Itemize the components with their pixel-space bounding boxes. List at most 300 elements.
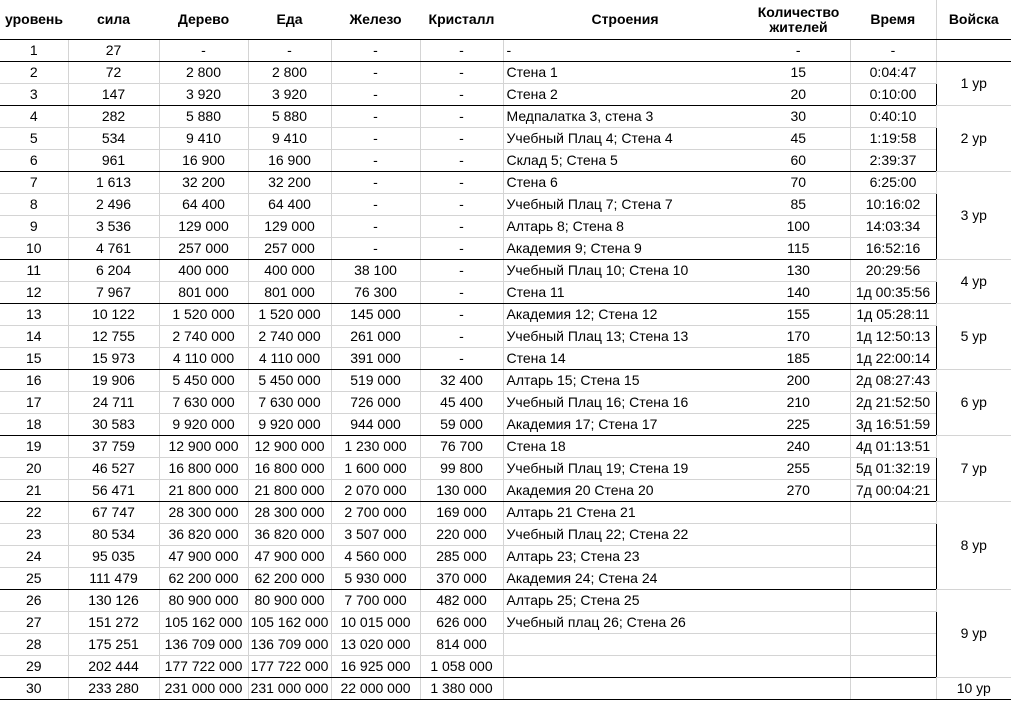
iron-cell: 7 700 000	[331, 590, 420, 612]
crystal-cell: -	[420, 128, 503, 150]
residents-cell	[747, 634, 850, 656]
time-cell: 6:25:00	[850, 172, 936, 194]
level-cell: 28	[0, 634, 68, 656]
table-body	[0, 40, 1011, 700]
power-cell: 46 527	[68, 458, 159, 480]
header-food: Еда	[248, 0, 331, 40]
residents-cell: 45	[747, 128, 850, 150]
food-cell: 400 000	[248, 260, 331, 282]
power-cell: 2 496	[68, 194, 159, 216]
table-row	[0, 612, 1011, 634]
table-row	[0, 656, 1011, 678]
troops-cell: 9 ур	[936, 590, 1011, 678]
table-row	[0, 172, 1011, 194]
header-power: сила	[68, 0, 159, 40]
buildings-cell: Академия 12; Стена 12	[503, 304, 747, 326]
wood-cell: 1 520 000	[159, 304, 248, 326]
buildings-cell	[503, 634, 747, 656]
residents-cell: 15	[747, 62, 850, 84]
power-cell: 15 973	[68, 348, 159, 370]
residents-cell	[747, 524, 850, 546]
level-cell: 4	[0, 106, 68, 128]
residents-cell: 30	[747, 106, 850, 128]
buildings-cell: Академия 9; Стена 9	[503, 238, 747, 260]
header-troops: Войска	[936, 0, 1011, 40]
level-cell: 13	[0, 304, 68, 326]
buildings-cell	[503, 678, 747, 700]
iron-cell: 391 000	[331, 348, 420, 370]
wood-cell: 28 300 000	[159, 502, 248, 524]
troops-cell: 8 ур	[936, 502, 1011, 590]
crystal-cell: -	[420, 238, 503, 260]
wood-cell: 62 200 000	[159, 568, 248, 590]
table-row	[0, 194, 1011, 216]
iron-cell: 38 100	[331, 260, 420, 282]
iron-cell: 10 015 000	[331, 612, 420, 634]
residents-cell: 100	[747, 216, 850, 238]
buildings-cell: Стена 18	[503, 436, 747, 458]
crystal-cell: -	[420, 282, 503, 304]
food-cell: 1 520 000	[248, 304, 331, 326]
power-cell: 147	[68, 84, 159, 106]
power-cell: 3 536	[68, 216, 159, 238]
wood-cell: 16 900	[159, 150, 248, 172]
crystal-cell: -	[420, 260, 503, 282]
table-row	[0, 238, 1011, 260]
level-cell: 5	[0, 128, 68, 150]
time-cell	[850, 590, 936, 612]
crystal-cell: 130 000	[420, 480, 503, 502]
troops-cell: 4 ур	[936, 260, 1011, 304]
power-cell: 534	[68, 128, 159, 150]
residents-cell: 70	[747, 172, 850, 194]
crystal-cell: -	[420, 194, 503, 216]
power-cell: 72	[68, 62, 159, 84]
buildings-cell: Алтарь 21 Стена 21	[503, 502, 747, 524]
food-cell: -	[248, 40, 331, 62]
iron-cell: 519 000	[331, 370, 420, 392]
power-cell: 1 613	[68, 172, 159, 194]
buildings-cell: Учебный Плац 7; Стена 7	[503, 194, 747, 216]
food-cell: 129 000	[248, 216, 331, 238]
food-cell: 62 200 000	[248, 568, 331, 590]
time-cell	[850, 502, 936, 524]
buildings-cell: Академия 17; Стена 17	[503, 414, 747, 436]
table-row	[0, 106, 1011, 128]
time-cell: 7д 00:04:21	[850, 480, 936, 502]
buildings-cell: Стена 11	[503, 282, 747, 304]
food-cell: 47 900 000	[248, 546, 331, 568]
level-cell: 14	[0, 326, 68, 348]
wood-cell: -	[159, 40, 248, 62]
time-cell: -	[850, 40, 936, 62]
iron-cell: 4 560 000	[331, 546, 420, 568]
crystal-cell: -	[420, 84, 503, 106]
crystal-cell: -	[420, 304, 503, 326]
table-row	[0, 414, 1011, 436]
iron-cell: 13 020 000	[331, 634, 420, 656]
table-row	[0, 150, 1011, 172]
power-cell: 37 759	[68, 436, 159, 458]
food-cell: 36 820 000	[248, 524, 331, 546]
wood-cell: 21 800 000	[159, 480, 248, 502]
table-row	[0, 370, 1011, 392]
iron-cell: 726 000	[331, 392, 420, 414]
food-cell: 136 709 000	[248, 634, 331, 656]
wood-cell: 16 800 000	[159, 458, 248, 480]
table-row	[0, 436, 1011, 458]
time-cell: 1д 22:00:14	[850, 348, 936, 370]
crystal-cell: 626 000	[420, 612, 503, 634]
crystal-cell: 220 000	[420, 524, 503, 546]
power-cell: 67 747	[68, 502, 159, 524]
iron-cell: -	[331, 128, 420, 150]
level-cell: 3	[0, 84, 68, 106]
food-cell: 16 800 000	[248, 458, 331, 480]
wood-cell: 105 162 000	[159, 612, 248, 634]
buildings-cell: Учебный Плац 19; Стена 19	[503, 458, 747, 480]
food-cell: 7 630 000	[248, 392, 331, 414]
header-time: Время	[850, 0, 936, 40]
buildings-cell: Учебный Плац 22; Стена 22	[503, 524, 747, 546]
table-row	[0, 590, 1011, 612]
crystal-cell: 814 000	[420, 634, 503, 656]
power-cell: 30 583	[68, 414, 159, 436]
buildings-cell: Стена 1	[503, 62, 747, 84]
residents-cell	[747, 612, 850, 634]
crystal-cell: 76 700	[420, 436, 503, 458]
time-cell: 2:39:37	[850, 150, 936, 172]
iron-cell: -	[331, 194, 420, 216]
table-row	[0, 348, 1011, 370]
buildings-cell: Алтарь 8; Стена 8	[503, 216, 747, 238]
level-cell: 30	[0, 678, 68, 700]
time-cell: 14:03:34	[850, 216, 936, 238]
crystal-cell: 1 380 000	[420, 678, 503, 700]
buildings-cell: Склад 5; Стена 5	[503, 150, 747, 172]
crystal-cell: 32 400	[420, 370, 503, 392]
troops-cell: 7 ур	[936, 436, 1011, 502]
buildings-cell: Академия 20 Стена 20	[503, 480, 747, 502]
crystal-cell: -	[420, 348, 503, 370]
residents-cell: 240	[747, 436, 850, 458]
food-cell: 3 920	[248, 84, 331, 106]
wood-cell: 2 740 000	[159, 326, 248, 348]
crystal-cell: 45 400	[420, 392, 503, 414]
header-crystal: Кристалл	[420, 0, 503, 40]
power-cell: 233 280	[68, 678, 159, 700]
residents-cell: 85	[747, 194, 850, 216]
time-cell: 10:16:02	[850, 194, 936, 216]
level-cell: 20	[0, 458, 68, 480]
time-cell: 1:19:58	[850, 128, 936, 150]
level-cell: 10	[0, 238, 68, 260]
residents-cell: 225	[747, 414, 850, 436]
food-cell: 257 000	[248, 238, 331, 260]
buildings-cell: Медпалатка 3, стена 3	[503, 106, 747, 128]
table-row	[0, 634, 1011, 656]
time-cell: 1д 00:35:56	[850, 282, 936, 304]
level-cell: 23	[0, 524, 68, 546]
crystal-cell: 99 800	[420, 458, 503, 480]
iron-cell: -	[331, 62, 420, 84]
iron-cell: 261 000	[331, 326, 420, 348]
time-cell	[850, 634, 936, 656]
wood-cell: 4 110 000	[159, 348, 248, 370]
residents-cell: 255	[747, 458, 850, 480]
power-cell: 10 122	[68, 304, 159, 326]
time-cell: 3д 16:51:59	[850, 414, 936, 436]
time-cell: 2д 08:27:43	[850, 370, 936, 392]
time-cell: 16:52:16	[850, 238, 936, 260]
power-cell: 12 755	[68, 326, 159, 348]
iron-cell: -	[331, 40, 420, 62]
level-cell: 8	[0, 194, 68, 216]
level-cell: 24	[0, 546, 68, 568]
power-cell: 7 967	[68, 282, 159, 304]
wood-cell: 177 722 000	[159, 656, 248, 678]
header-buildings: Строения	[503, 0, 747, 40]
crystal-cell: -	[420, 326, 503, 348]
food-cell: 5 880	[248, 106, 331, 128]
food-cell: 231 000 000	[248, 678, 331, 700]
level-cell: 27	[0, 612, 68, 634]
food-cell: 9 410	[248, 128, 331, 150]
iron-cell: 2 700 000	[331, 502, 420, 524]
wood-cell: 5 880	[159, 106, 248, 128]
troops-cell	[936, 40, 1011, 62]
level-cell: 19	[0, 436, 68, 458]
power-cell: 202 444	[68, 656, 159, 678]
level-cell: 12	[0, 282, 68, 304]
residents-cell: 115	[747, 238, 850, 260]
iron-cell: 76 300	[331, 282, 420, 304]
iron-cell: 944 000	[331, 414, 420, 436]
table-row	[0, 480, 1011, 502]
residents-cell: -	[747, 40, 850, 62]
buildings-cell: Учебный Плац 10; Стена 10	[503, 260, 747, 282]
level-cell: 7	[0, 172, 68, 194]
power-cell: 56 471	[68, 480, 159, 502]
time-cell	[850, 546, 936, 568]
buildings-cell: Академия 24; Стена 24	[503, 568, 747, 590]
residents-cell: 210	[747, 392, 850, 414]
level-cell: 26	[0, 590, 68, 612]
time-cell: 1д 12:50:13	[850, 326, 936, 348]
power-cell: 175 251	[68, 634, 159, 656]
header-iron: Железо	[331, 0, 420, 40]
level-cell: 6	[0, 150, 68, 172]
table-row	[0, 546, 1011, 568]
buildings-cell: Алтарь 15; Стена 15	[503, 370, 747, 392]
wood-cell: 7 630 000	[159, 392, 248, 414]
table-row	[0, 392, 1011, 414]
iron-cell: 145 000	[331, 304, 420, 326]
power-cell: 6 204	[68, 260, 159, 282]
residents-cell	[747, 502, 850, 524]
crystal-cell: -	[420, 216, 503, 238]
crystal-cell: 285 000	[420, 546, 503, 568]
time-cell	[850, 568, 936, 590]
iron-cell: -	[331, 238, 420, 260]
power-cell: 80 534	[68, 524, 159, 546]
table-row	[0, 216, 1011, 238]
wood-cell: 3 920	[159, 84, 248, 106]
residents-cell: 130	[747, 260, 850, 282]
wood-cell: 64 400	[159, 194, 248, 216]
food-cell: 5 450 000	[248, 370, 331, 392]
time-cell: 20:29:56	[850, 260, 936, 282]
wood-cell: 400 000	[159, 260, 248, 282]
troops-cell: 3 ур	[936, 172, 1011, 260]
level-cell: 2	[0, 62, 68, 84]
residents-cell	[747, 546, 850, 568]
iron-cell: -	[331, 84, 420, 106]
troops-cell: 5 ур	[936, 304, 1011, 370]
wood-cell: 12 900 000	[159, 436, 248, 458]
wood-cell: 129 000	[159, 216, 248, 238]
residents-cell: 155	[747, 304, 850, 326]
power-cell: 4 761	[68, 238, 159, 260]
residents-cell	[747, 678, 850, 700]
food-cell: 2 740 000	[248, 326, 331, 348]
header-level: уровень	[0, 0, 68, 40]
food-cell: 16 900	[248, 150, 331, 172]
level-cell: 17	[0, 392, 68, 414]
time-cell	[850, 656, 936, 678]
food-cell: 105 162 000	[248, 612, 331, 634]
residents-cell: 200	[747, 370, 850, 392]
power-cell: 151 272	[68, 612, 159, 634]
iron-cell: -	[331, 150, 420, 172]
crystal-cell: -	[420, 172, 503, 194]
food-cell: 801 000	[248, 282, 331, 304]
iron-cell: 16 925 000	[331, 656, 420, 678]
time-cell: 1д 05:28:11	[850, 304, 936, 326]
food-cell: 9 920 000	[248, 414, 331, 436]
time-cell	[850, 524, 936, 546]
food-cell: 21 800 000	[248, 480, 331, 502]
iron-cell: 3 507 000	[331, 524, 420, 546]
buildings-cell: Стена 6	[503, 172, 747, 194]
power-cell: 282	[68, 106, 159, 128]
level-cell: 21	[0, 480, 68, 502]
power-cell: 95 035	[68, 546, 159, 568]
wood-cell: 80 900 000	[159, 590, 248, 612]
wood-cell: 5 450 000	[159, 370, 248, 392]
table-row	[0, 84, 1011, 106]
buildings-cell	[503, 656, 747, 678]
troops-cell: 2 ур	[936, 106, 1011, 172]
level-cell: 18	[0, 414, 68, 436]
level-cell: 1	[0, 40, 68, 62]
power-cell: 111 479	[68, 568, 159, 590]
wood-cell: 36 820 000	[159, 524, 248, 546]
residents-cell: 170	[747, 326, 850, 348]
time-cell: 5д 01:32:19	[850, 458, 936, 480]
time-cell: 4д 01:13:51	[850, 436, 936, 458]
time-cell: 2д 21:52:50	[850, 392, 936, 414]
table-row	[0, 40, 1011, 62]
power-cell: 961	[68, 150, 159, 172]
header-row	[0, 0, 1011, 40]
iron-cell: 22 000 000	[331, 678, 420, 700]
food-cell: 4 110 000	[248, 348, 331, 370]
level-cell: 29	[0, 656, 68, 678]
level-cell: 9	[0, 216, 68, 238]
food-cell: 28 300 000	[248, 502, 331, 524]
table-row	[0, 458, 1011, 480]
level-cell: 25	[0, 568, 68, 590]
residents-cell	[747, 568, 850, 590]
buildings-cell: Учебный Плац 4; Стена 4	[503, 128, 747, 150]
wood-cell: 231 000 000	[159, 678, 248, 700]
level-cell: 22	[0, 502, 68, 524]
troops-cell: 6 ур	[936, 370, 1011, 436]
table-row	[0, 524, 1011, 546]
residents-cell: 270	[747, 480, 850, 502]
residents-cell: 20	[747, 84, 850, 106]
time-cell	[850, 612, 936, 634]
crystal-cell: 1 058 000	[420, 656, 503, 678]
wood-cell: 47 900 000	[159, 546, 248, 568]
power-cell: 130 126	[68, 590, 159, 612]
wood-cell: 257 000	[159, 238, 248, 260]
table-row	[0, 62, 1011, 84]
time-cell: 0:04:47	[850, 62, 936, 84]
iron-cell: 1 230 000	[331, 436, 420, 458]
table-row	[0, 304, 1011, 326]
buildings-cell: Учебный Плац 16; Стена 16	[503, 392, 747, 414]
power-cell: 27	[68, 40, 159, 62]
food-cell: 177 722 000	[248, 656, 331, 678]
residents-cell	[747, 590, 850, 612]
wood-cell: 801 000	[159, 282, 248, 304]
iron-cell: 5 930 000	[331, 568, 420, 590]
crystal-cell: -	[420, 150, 503, 172]
buildings-cell: Алтарь 23; Стена 23	[503, 546, 747, 568]
header-wood: Дерево	[159, 0, 248, 40]
level-cell: 15	[0, 348, 68, 370]
iron-cell: 1 600 000	[331, 458, 420, 480]
buildings-cell: Стена 14	[503, 348, 747, 370]
table-row	[0, 568, 1011, 590]
iron-cell: -	[331, 172, 420, 194]
table-row	[0, 678, 1011, 700]
residents-cell	[747, 656, 850, 678]
buildings-cell: Стена 2	[503, 84, 747, 106]
wood-cell: 32 200	[159, 172, 248, 194]
time-cell: 0:10:00	[850, 84, 936, 106]
buildings-cell: Алтарь 25; Стена 25	[503, 590, 747, 612]
header-residents: Количество жителей	[747, 0, 850, 40]
power-cell: 24 711	[68, 392, 159, 414]
wood-cell: 2 800	[159, 62, 248, 84]
food-cell: 12 900 000	[248, 436, 331, 458]
troops-cell: 1 ур	[936, 62, 1011, 106]
time-cell	[850, 678, 936, 700]
table-row	[0, 260, 1011, 282]
troops-cell: 10 ур	[936, 678, 1011, 700]
food-cell: 64 400	[248, 194, 331, 216]
residents-cell: 60	[747, 150, 850, 172]
food-cell: 80 900 000	[248, 590, 331, 612]
wood-cell: 9 920 000	[159, 414, 248, 436]
iron-cell: -	[331, 106, 420, 128]
buildings-cell: Учебный плац 26; Стена 26	[503, 612, 747, 634]
crystal-cell: 370 000	[420, 568, 503, 590]
iron-cell: -	[331, 216, 420, 238]
